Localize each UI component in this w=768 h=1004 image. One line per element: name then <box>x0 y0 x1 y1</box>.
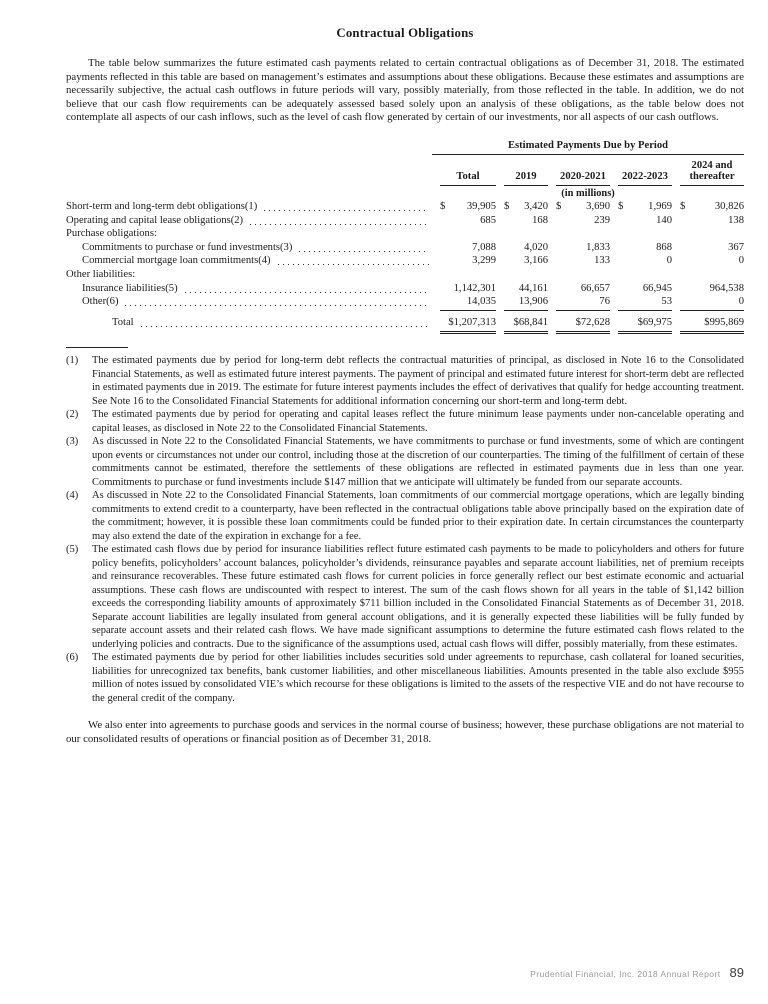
dollar-sign: $ <box>680 200 686 212</box>
value-cell <box>440 214 496 228</box>
footnote-number: (3) <box>66 436 79 448</box>
cell-value: 76 <box>599 296 610 308</box>
footnote-number: (5) <box>66 544 79 556</box>
value-cell <box>680 254 744 268</box>
value-cell <box>440 200 496 214</box>
table-spanner-area <box>432 140 744 155</box>
value-cell <box>680 282 744 296</box>
row-label: Purchase obligations: <box>66 228 157 240</box>
footnote-divider <box>66 347 128 348</box>
table-spanner-heading: Estimated Payments Due by Period <box>432 140 744 155</box>
footer-page-number: 89 <box>729 965 744 980</box>
table-column-headers <box>66 160 744 186</box>
value-cell <box>440 241 496 255</box>
value-cell <box>556 295 610 311</box>
table-body <box>66 200 744 334</box>
dollar-sign: $ <box>556 200 562 212</box>
cell-value: 168 <box>532 214 548 226</box>
leader-dots <box>123 295 429 311</box>
cell-value: 3,690 <box>586 200 610 212</box>
row-label: Commitments to purchase or fund investments(3) <box>82 241 293 253</box>
cell-value: 14,035 <box>466 296 496 308</box>
cell-value: 66,657 <box>580 282 610 294</box>
page-title: Contractual Obligations <box>336 26 474 40</box>
footnote <box>66 435 744 489</box>
page-content <box>66 0 744 757</box>
value-cell <box>680 200 744 214</box>
value-cell <box>680 214 744 228</box>
value-cell <box>618 200 672 214</box>
dollar-sign: $ <box>618 200 624 212</box>
footnote-text: The estimated payments due by period for other liabilities includes securities sold under agreements to repurchase, cash collateral for loaned securities, liabilities for unrecognized tax benefits, bank customer liabilities, and other miscellaneous liabilities. Amounts presented in the table also exclude $955 million of notes issued by consolidated VIE’s which recourse for these obligations is limited to the assets of the respective VIE and do not have recourse to the general credit of the company. <box>92 652 744 704</box>
cell-value: 138 <box>728 214 744 226</box>
value-cell <box>680 241 744 255</box>
value-cell <box>618 295 672 311</box>
value-cell <box>556 214 610 228</box>
cell-value: $69,975 <box>637 316 672 328</box>
value-cell <box>618 282 672 296</box>
cell-value: 3,299 <box>472 255 496 267</box>
cell-value: 140 <box>656 214 672 226</box>
value-cell <box>618 241 672 255</box>
closing-paragraph: We also enter into agreements to purchase goods and services in the normal course of business; however, these purchase obligations are not material to our consolidated results of operations or financial position as of December 31, 2018. <box>66 719 744 745</box>
cell-value: 13,906 <box>518 296 548 308</box>
column-header: 2020-2021 <box>556 171 610 186</box>
table-row <box>66 241 744 255</box>
cell-value: 53 <box>661 296 672 308</box>
table-row <box>66 282 744 296</box>
footnote <box>66 354 744 408</box>
footnote-text: The estimated payments due by period for long-term debt reflects the contractual maturities of principal, as disclosed in Note 16 to the Consolidated Financial Statements, as well as estimated future interest payments. The payment of principal and estimated future interest for short-term debt are reflected in estimated payments due in 2019. The estimate for future interest payments includes the effect of derivatives that qualify for hedge accounting treatment. See Note 16 to the Consolidated Financial Statements for additional information concerning our short-term and long-term debt. <box>92 355 744 407</box>
footnote-text: As discussed in Note 22 to the Consolidated Financial Statements, we have commitments to purchase or fund investments, some of which are contingent upon events or circumstances not under our control, including those at the discretion of our counterparties. The timing of the fulfillment of certain of these commitments cannot be estimated, therefore the settlements of these obligations are reflected in estimated payments due in less than one year. Commitments to purchase or fund investments include $147 million that we anticipate will ultimately be funded from our separate accounts. <box>92 436 744 488</box>
leader-dots <box>297 241 429 255</box>
value-cell <box>680 295 744 311</box>
cell-value: 367 <box>728 241 744 253</box>
cell-value: 133 <box>594 255 610 267</box>
cell-value: 1,142,301 <box>453 282 496 294</box>
value-cell <box>440 254 496 268</box>
table-row <box>66 254 744 268</box>
page-footer <box>530 965 744 980</box>
cell-value: $995,869 <box>704 316 744 328</box>
value-cell <box>618 214 672 228</box>
footnote-number: (1) <box>66 355 79 367</box>
leader-dots <box>183 282 429 296</box>
cell-value: $1,207,313 <box>448 316 496 328</box>
row-label: Insurance liabilities(5) <box>82 282 178 294</box>
row-label: Short-term and long-term debt obligations(1) <box>66 200 258 212</box>
footnote <box>66 651 744 705</box>
column-header: 2022-2023 <box>618 171 672 186</box>
footnote-text: The estimated payments due by period for operating and capital leases reflect the future minimum lease payments under non-cancelable operating and capital leases, as disclosed in Note 22 to the Consolidated Financial Statements. <box>92 409 744 434</box>
value-cell <box>556 316 610 335</box>
table-units-label: (in millions) <box>561 187 615 199</box>
value-cell <box>680 316 744 335</box>
footnote <box>66 408 744 435</box>
value-cell <box>556 282 610 296</box>
intro-paragraph: The table below summarizes the future estimated cash payments related to certain contractual obligations as of December 31, 2018. The estimated payments reflected in this table are based on management’s estimates and assumptions about these obligations. Because these estimates and assumptions are necessarily subjective, the actual cash outflows in future periods will vary, possibly materially, from those reflected in the table. In addition, we do not believe that our cash flow requirements can be adequately assessed based solely upon an analysis of these obligations, as the table below does not contemplate all aspects of our cash inflows, such as the level of cash flow generated by certain of our investments, nor all aspects of our cash outflows. <box>66 57 744 124</box>
leader-dots <box>139 316 429 335</box>
value-cell <box>504 200 548 214</box>
row-label: Commercial mortgage loan commitments(4) <box>82 255 271 267</box>
row-label: Other liabilities: <box>66 268 136 280</box>
value-cell <box>504 214 548 228</box>
contractual-obligations-table <box>66 140 744 334</box>
cell-value: 0 <box>666 255 672 267</box>
cell-value: 39,905 <box>466 200 496 212</box>
value-cell <box>556 241 610 255</box>
dollar-sign: $ <box>440 200 446 212</box>
row-label: Other(6) <box>82 296 119 308</box>
table-row <box>66 200 744 214</box>
cell-value: 964,538 <box>709 282 744 294</box>
table-row <box>66 227 744 241</box>
cell-value: 4,020 <box>524 241 548 253</box>
cell-value: 3,420 <box>524 200 548 212</box>
table-row <box>66 268 744 282</box>
cell-value: 1,969 <box>648 200 672 212</box>
row-label: Operating and capital lease obligations(2) <box>66 214 244 226</box>
cell-value: 868 <box>656 241 672 253</box>
leader-dots <box>276 254 429 268</box>
cell-value: 30,826 <box>714 200 744 212</box>
table-row <box>66 295 744 311</box>
table-row <box>66 214 744 228</box>
footnote-number: (4) <box>66 490 79 502</box>
table-row <box>66 316 744 335</box>
cell-value: 44,161 <box>518 282 548 294</box>
cell-value: 685 <box>480 214 496 226</box>
value-cell <box>504 254 548 268</box>
cell-value: 3,166 <box>524 255 548 267</box>
cell-value: 1,833 <box>586 241 610 253</box>
cell-value: 239 <box>594 214 610 226</box>
value-cell <box>440 316 496 335</box>
value-cell <box>556 200 610 214</box>
cell-value: 0 <box>738 255 744 267</box>
column-header: 2019 <box>504 171 548 186</box>
footnote <box>66 489 744 543</box>
value-cell <box>504 241 548 255</box>
footnotes-section <box>66 354 744 705</box>
value-cell <box>440 295 496 311</box>
value-cell <box>504 316 548 335</box>
value-cell <box>504 295 548 311</box>
footer-report-title: Prudential Financial, Inc. 2018 Annual Report <box>530 969 721 979</box>
value-cell <box>504 282 548 296</box>
cell-value: $68,841 <box>513 316 548 328</box>
cell-value: 7,088 <box>472 241 496 253</box>
footnote-number: (6) <box>66 652 79 664</box>
dollar-sign: $ <box>504 200 510 212</box>
footnote-number: (2) <box>66 409 79 421</box>
footnote <box>66 543 744 651</box>
leader-dots <box>248 214 429 228</box>
cell-value: $72,628 <box>575 316 610 328</box>
cell-value: 66,945 <box>642 282 672 294</box>
column-header: 2024 and thereafter <box>680 160 744 186</box>
cell-value: 0 <box>738 296 744 308</box>
leader-dots <box>262 200 429 214</box>
row-label: Total <box>112 316 134 328</box>
value-cell <box>618 254 672 268</box>
value-cell <box>556 254 610 268</box>
footnote-text: As discussed in Note 22 to the Consolidated Financial Statements, loan commitments of our commercial mortgage operations, which are legally binding commitments to extend credit to a counterparty, have been reflected in the contractual obligations table above principally based on the expiration date of the commitment; however, it is possible these loan commitments could be funded prior to their expiration date. In certain circumstances the counterparty may also extend the date of the expiration in exchange for a fee. <box>92 490 744 542</box>
value-cell <box>440 282 496 296</box>
column-header: Total <box>440 171 496 186</box>
value-cell <box>618 316 672 335</box>
footnote-text: The estimated cash flows due by period for insurance liabilities reflect future estimated cash payments to be made to policyholders and others for future policy benefits, policyholders’ account balances, policyholder’s dividends, reinsurance payables and separate account liabilities, net of premium receipts and reinsurance recoverables. These future estimated cash flows for current policies in force generally reflect our best estimate economic and actuarial assumptions. These cash flows are undiscounted with respect to interest. The sum of the cash flows shown for all years in the table of $1,142 billion exceeds the corresponding liability amounts of approximately $711 billion included in the Consolidated Financial Statements as of December 31, 2018. Separate account liabilities are legally insulated from general account obligations, and it is generally expected these liabilities will be fully funded by separate account assets and their related cash flows. We have made significant assumptions to determine the future estimated cash flows related to the underlying policies and contracts. Due to the significance of the assumptions used, actual cash flows will differ, possibly materially, from these estimates. <box>92 544 744 650</box>
